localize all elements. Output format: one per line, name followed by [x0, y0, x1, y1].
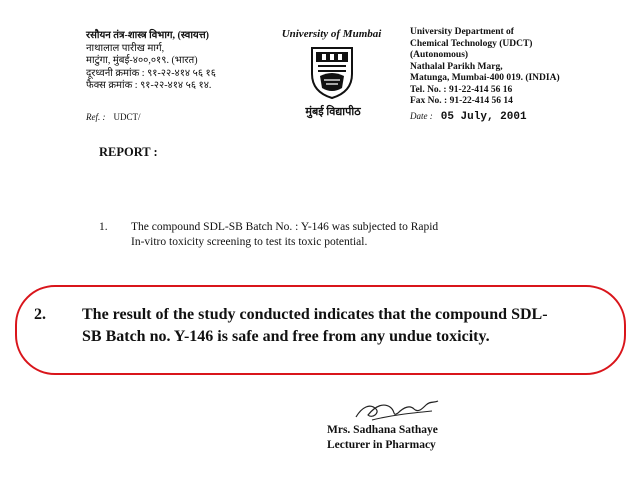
item2-line: The result of the study conducted indicates that the compound SDL-: [82, 306, 548, 323]
ref-line: [86, 107, 141, 125]
left-header-line: नाथालाल पारीख मार्ग,: [86, 42, 165, 54]
item1-line: The compound SDL-SB Batch No. : Y-146 was subjected to Rapid: [131, 221, 439, 233]
left-header-line: फैक्स क्रमांक : ९१-२२-४१४ ५६ १४.: [86, 80, 212, 91]
ref-value: UDCT/: [113, 112, 141, 122]
signatory-block: [327, 423, 438, 453]
right-header-line: Chemical Technology (UDCT): [410, 38, 533, 49]
signatory-name: Mrs. Sadhana Sathaye: [327, 424, 438, 436]
right-header-line: University Department of: [410, 27, 514, 37]
left-header: [86, 30, 286, 93]
signatory-title: Lecturer in Pharmacy: [327, 439, 436, 451]
item2-line: SB Batch no. Y-146 is safe and free from any undue toxicity.: [82, 328, 490, 345]
report-heading: REPORT :: [99, 145, 158, 159]
signature-scribble-icon: [352, 395, 442, 425]
date-line: [410, 106, 527, 124]
date-value: 05 July, 2001: [440, 111, 527, 123]
item1-number: 1.: [99, 221, 108, 233]
item1-line: In-vitro toxicity screening to test its toxic potential.: [131, 236, 368, 248]
right-header-line: Nathalal Parikh Marg,: [410, 61, 503, 72]
right-header-line: Fax No. : 91-22-414 56 14: [410, 96, 513, 106]
university-hindi-name: मुंबई विद्यापीठ: [305, 106, 361, 118]
left-header-line: रसौयन तंत्र-शास्त्र विभाग, (स्वायत्त): [86, 30, 209, 41]
ref-label: Ref. :: [86, 112, 106, 122]
university-name: University of Mumbai: [281, 28, 382, 40]
right-header-line: Matunga, Mumbai-400 019. (INDIA): [410, 73, 560, 83]
right-header: [410, 27, 610, 108]
right-header-line: (Autonomous): [410, 50, 469, 60]
university-seal-icon: [306, 44, 358, 100]
item2-number: 2.: [34, 306, 46, 323]
item2-text: [82, 304, 612, 348]
left-header-line: माटुंगा, मुंबई-४००,०१९. (भारत): [86, 55, 198, 66]
right-header-line: Tel. No. : 91-22-414 56 16: [410, 84, 513, 95]
item1-text: [131, 220, 511, 250]
left-header-line: दूरध्वनी क्रमांक : ९१-२२-४१४ ५६ १६: [86, 67, 216, 79]
date-label: Date :: [410, 111, 433, 121]
